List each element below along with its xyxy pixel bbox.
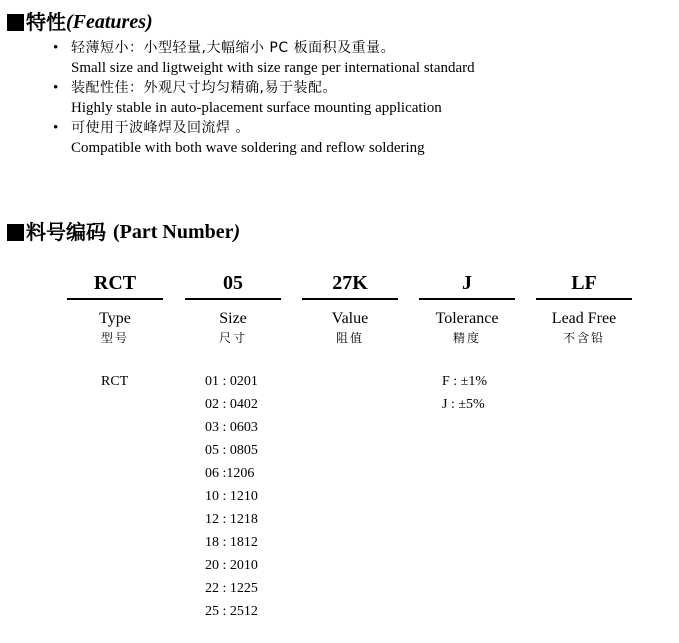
- column-rule: [419, 298, 515, 300]
- size-value: 20 : 2010: [205, 558, 258, 573]
- features-heading-en: (Features): [66, 11, 153, 33]
- part-code: RCT: [93, 272, 137, 294]
- column-label-en: Size: [219, 310, 247, 327]
- size-value: 18 : 1812: [205, 535, 258, 550]
- type-value: RCT: [101, 374, 129, 389]
- features-heading-cn: 特性: [26, 10, 66, 34]
- feature-en-text: Small size and ligtweight with size range per international standard: [71, 60, 475, 76]
- heading-square-icon: [7, 224, 24, 241]
- size-value: 03 : 0603: [205, 420, 258, 435]
- column-label-cn: 精度: [452, 331, 481, 345]
- type-values-list: [101, 370, 128, 393]
- tolerance-value: J : ±5%: [442, 397, 485, 412]
- feature-en-text: Highly stable in auto-placement surface mounting application: [71, 100, 442, 116]
- features-heading: [7, 11, 153, 33]
- size-values-list: [205, 370, 258, 623]
- column-label-cn: 不含铅: [562, 331, 605, 345]
- tolerance-values-list: [442, 370, 487, 416]
- column-label-cn: 尺寸: [218, 331, 247, 345]
- feature-cn-text: 装配性佳：外观尺寸均匀精确,易于装配。: [71, 80, 337, 96]
- heading-square-icon: [7, 14, 24, 31]
- column-label-en: Tolerance: [435, 310, 499, 327]
- column-rule: [67, 298, 163, 300]
- part-number-heading-cn: 料号编码: [26, 220, 106, 244]
- part-column-tolerance: [419, 271, 515, 346]
- feature-item: [53, 118, 425, 158]
- part-column-lead-free: [536, 271, 632, 346]
- part-number-heading-en: (Part Number: [112, 221, 234, 243]
- size-value: 25 : 2512: [205, 604, 258, 619]
- size-value: 02 : 0402: [205, 397, 258, 412]
- size-value: 01 : 0201: [205, 374, 258, 389]
- feature-en-text: Compatible with both wave soldering and reflow soldering: [71, 140, 425, 156]
- bullet-icon: •: [53, 80, 59, 96]
- feature-cn-text: 轻薄短小：小型轻量,大幅缩小 PC 板面积及重量。: [71, 40, 396, 56]
- bullet-icon: •: [53, 120, 59, 136]
- size-value: 05 : 0805: [205, 443, 258, 458]
- bullet-icon: •: [53, 40, 59, 56]
- feature-item: [53, 38, 475, 78]
- part-code: J: [462, 272, 472, 294]
- feature-item: [53, 78, 442, 118]
- column-label-en: Type: [99, 310, 131, 327]
- part-column-size: [185, 271, 281, 346]
- part-column-type: [67, 271, 163, 346]
- part-number-heading-close: ): [233, 221, 241, 243]
- tolerance-value: F : ±1%: [442, 374, 488, 389]
- column-rule: [302, 298, 398, 300]
- size-value: 10 : 1210: [205, 489, 258, 504]
- column-label-cn: 阻值: [335, 331, 364, 345]
- part-code: LF: [571, 272, 597, 294]
- part-column-value: [302, 271, 398, 346]
- part-code: 27K: [332, 272, 368, 294]
- column-label-en: Value: [331, 310, 369, 327]
- size-value: 22 : 1225: [205, 581, 258, 596]
- column-label-en: Lead Free: [551, 310, 617, 327]
- part-number-heading: [7, 221, 240, 243]
- size-value: 06 :1206: [205, 466, 255, 481]
- column-label-cn: 型号: [100, 331, 129, 345]
- column-rule: [185, 298, 281, 300]
- feature-cn-text: 可使用于波峰焊及回流焊 。: [71, 120, 250, 136]
- column-rule: [536, 298, 632, 300]
- part-code: 05: [223, 272, 243, 294]
- size-value: 12 : 1218: [205, 512, 258, 527]
